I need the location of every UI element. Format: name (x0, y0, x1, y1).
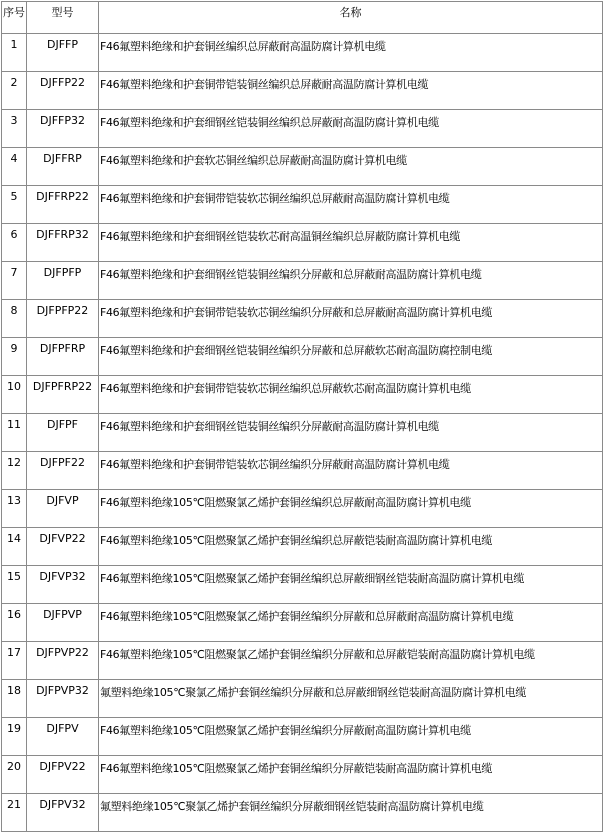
row-number: 2 (2, 72, 27, 110)
row-name: F46氟塑料绝缘和护套铜带铠装铜丝编织总屏蔽耐高温防腐计算机电缆 (99, 72, 603, 110)
row-model: DJFFP (27, 34, 99, 72)
row-name: F46氟塑料绝缘和护套软芯铜丝编织总屏蔽耐高温防腐计算机电缆 (99, 148, 603, 186)
row-model: DJFPFRP22 (27, 376, 99, 414)
table-row (2, 414, 603, 452)
row-name: 氟塑料绝缘105℃聚氯乙烯护套铜丝编织分屏蔽和总屏蔽细钢丝铠装耐高温防腐计算机电缆 (99, 680, 603, 718)
table-row (2, 224, 603, 262)
table-row (2, 452, 603, 490)
row-name: F46氟塑料绝缘和护套铜带铠装软芯铜丝编织分屏蔽和总屏蔽耐高温防腐计算机电缆 (99, 300, 603, 338)
row-number: 16 (2, 604, 27, 642)
row-name: F46氟塑料绝缘105℃阻燃聚氯乙烯护套铜丝编织总屏蔽耐高温防腐计算机电缆 (99, 490, 603, 528)
row-model: DJFPVP32 (27, 680, 99, 718)
row-name: F46氟塑料绝缘和护套铜带铠装软芯铜丝编织总屏蔽耐高温防腐计算机电缆 (99, 186, 603, 224)
row-model: DJFPV22 (27, 756, 99, 794)
row-model: DJFVP22 (27, 528, 99, 566)
table-row (2, 338, 603, 376)
table-row (2, 604, 603, 642)
table-row (2, 718, 603, 756)
header-name: 名称 (99, 2, 603, 34)
row-name: F46氟塑料绝缘和护套细钢丝铠装铜丝编织分屏蔽和总屏蔽软芯耐高温防腐控制电缆 (99, 338, 603, 376)
table-row (2, 528, 603, 566)
table-row (2, 262, 603, 300)
table-row (2, 34, 603, 72)
row-model: DJFFP32 (27, 110, 99, 148)
table-row (2, 490, 603, 528)
row-model: DJFPFP22 (27, 300, 99, 338)
row-number: 9 (2, 338, 27, 376)
row-number: 5 (2, 186, 27, 224)
row-name: F46氟塑料绝缘和护套细钢丝铠装铜丝编织分屏蔽耐高温防腐计算机电缆 (99, 414, 603, 452)
row-model: DJFFRP (27, 148, 99, 186)
row-model: DJFPF (27, 414, 99, 452)
row-name: F46氟塑料绝缘和护套铜丝编织总屏蔽耐高温防腐计算机电缆 (99, 34, 603, 72)
row-model: DJFVP32 (27, 566, 99, 604)
header-no: 序号 (2, 2, 27, 34)
row-name: F46氟塑料绝缘和护套细钢丝铠装软芯耐高温铜丝编织总屏蔽防腐计算机电缆 (99, 224, 603, 262)
row-number: 20 (2, 756, 27, 794)
row-number: 13 (2, 490, 27, 528)
table-row (2, 756, 603, 794)
table-row (2, 376, 603, 414)
row-model: DJFFP22 (27, 72, 99, 110)
row-name: F46氟塑料绝缘105℃阻燃聚氯乙烯护套铜丝编织分屏蔽和总屏蔽铠装耐高温防腐计算机电缆 (99, 642, 603, 680)
table-body (2, 34, 603, 832)
row-name: F46氟塑料绝缘105℃阻燃聚氯乙烯护套铜丝编织总屏蔽铠装耐高温防腐计算机电缆 (99, 528, 603, 566)
table-row (2, 72, 603, 110)
row-model: DJFFRP22 (27, 186, 99, 224)
table-row (2, 794, 603, 832)
row-number: 11 (2, 414, 27, 452)
row-number: 14 (2, 528, 27, 566)
row-number: 19 (2, 718, 27, 756)
row-number: 6 (2, 224, 27, 262)
row-number: 8 (2, 300, 27, 338)
table-row (2, 566, 603, 604)
row-number: 12 (2, 452, 27, 490)
row-number: 4 (2, 148, 27, 186)
row-name: 氟塑料绝缘105℃聚氯乙烯护套铜丝编织分屏蔽细钢丝铠装耐高温防腐计算机电缆 (99, 794, 603, 832)
row-model: DJFPF22 (27, 452, 99, 490)
table-header-row (2, 2, 603, 34)
row-number: 21 (2, 794, 27, 832)
row-name: F46氟塑料绝缘和护套铜带铠装软芯铜丝编织总屏蔽软芯耐高温防腐计算机电缆 (99, 376, 603, 414)
row-model: DJFPVP22 (27, 642, 99, 680)
row-model: DJFPVP (27, 604, 99, 642)
row-number: 18 (2, 680, 27, 718)
table-row (2, 148, 603, 186)
row-number: 3 (2, 110, 27, 148)
table-row (2, 300, 603, 338)
table-row (2, 110, 603, 148)
row-number: 7 (2, 262, 27, 300)
row-name: F46氟塑料绝缘和护套铜带铠装软芯铜丝编织分屏蔽耐高温防腐计算机电缆 (99, 452, 603, 490)
row-name: F46氟塑料绝缘105℃阻燃聚氯乙烯护套铜丝编织总屏蔽细钢丝铠装耐高温防腐计算机电缆 (99, 566, 603, 604)
row-model: DJFPV32 (27, 794, 99, 832)
row-name: F46氟塑料绝缘105℃阻燃聚氯乙烯护套铜丝编织分屏蔽和总屏蔽耐高温防腐计算机电缆 (99, 604, 603, 642)
row-number: 10 (2, 376, 27, 414)
row-model: DJFVP (27, 490, 99, 528)
cable-spec-table (1, 1, 603, 832)
row-model: DJFFRP32 (27, 224, 99, 262)
table-row (2, 680, 603, 718)
row-number: 1 (2, 34, 27, 72)
row-name: F46氟塑料绝缘和护套细钢丝铠装铜丝编织分屏蔽和总屏蔽耐高温防腐计算机电缆 (99, 262, 603, 300)
table-row (2, 186, 603, 224)
row-name: F46氟塑料绝缘和护套细钢丝铠装铜丝编织总屏蔽耐高温防腐计算机电缆 (99, 110, 603, 148)
row-model: DJFPV (27, 718, 99, 756)
table-row (2, 642, 603, 680)
header-model: 型号 (27, 2, 99, 34)
row-number: 15 (2, 566, 27, 604)
row-model: DJFPFP (27, 262, 99, 300)
row-name: F46氟塑料绝缘105℃阻燃聚氯乙烯护套铜丝编织分屏蔽耐高温防腐计算机电缆 (99, 718, 603, 756)
row-number: 17 (2, 642, 27, 680)
row-name: F46氟塑料绝缘105℃阻燃聚氯乙烯护套铜丝编织分屏蔽铠装耐高温防腐计算机电缆 (99, 756, 603, 794)
row-model: DJFPFRP (27, 338, 99, 376)
